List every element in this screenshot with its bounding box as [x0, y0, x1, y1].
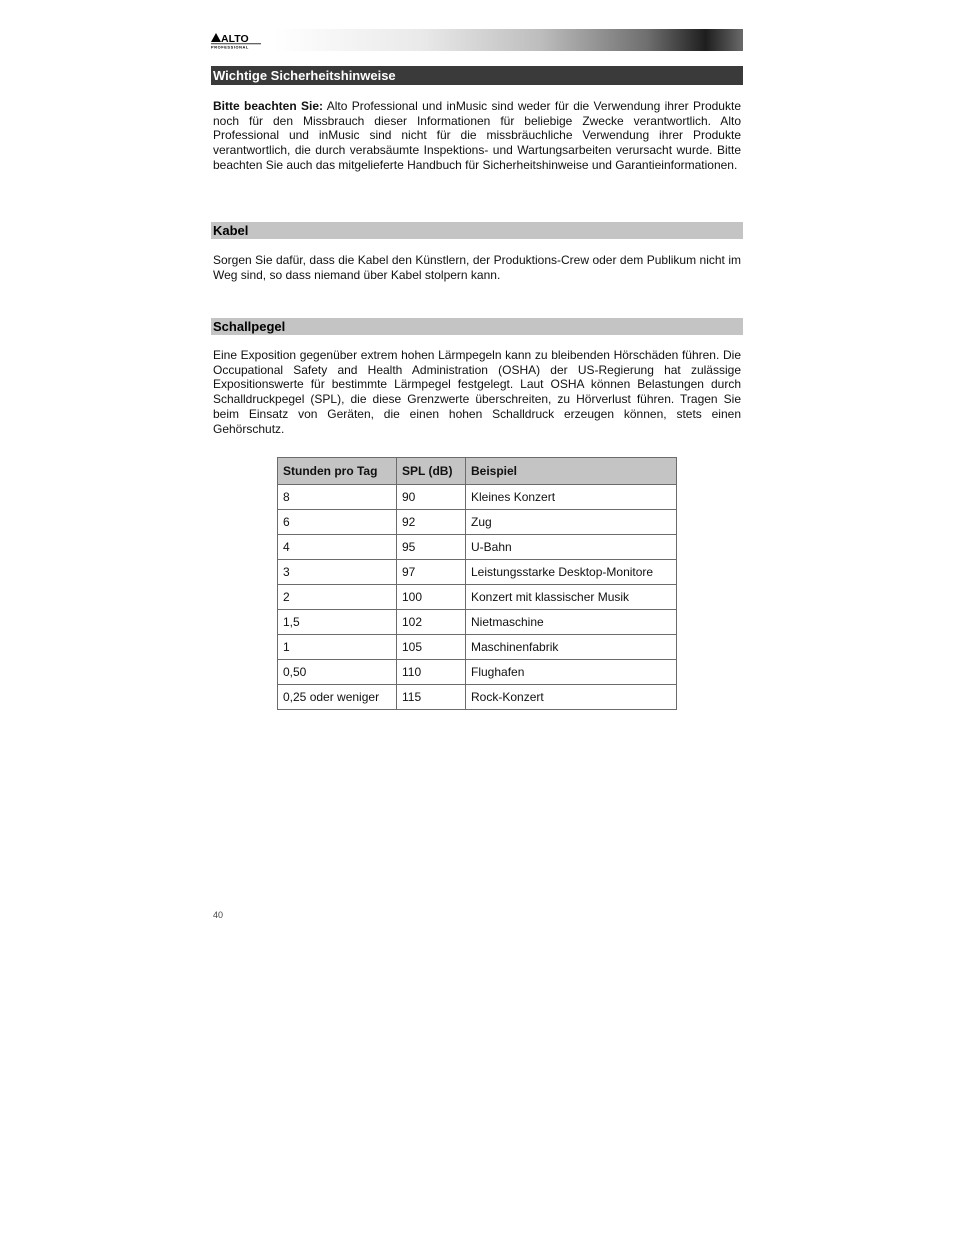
exposure-table — [277, 457, 677, 710]
cell-spl: 105 — [397, 635, 466, 660]
cell-hours: 1,5 — [278, 610, 397, 635]
cell-spl: 115 — [397, 685, 466, 710]
table-row — [278, 560, 677, 585]
cell-spl: 100 — [397, 585, 466, 610]
cell-example: Konzert mit klassischer Musik — [466, 585, 677, 610]
table-row — [278, 685, 677, 710]
header-example: Beispiel — [466, 458, 677, 485]
section-title-cables: Kabel — [211, 222, 743, 239]
cell-spl: 95 — [397, 535, 466, 560]
cell-hours: 6 — [278, 510, 397, 535]
cell-spl: 110 — [397, 660, 466, 685]
table-row — [278, 635, 677, 660]
sound-paragraph: Eine Exposition gegenüber extrem hohen Lärmpegeln kann zu bleibenden Hörschäden führen. Die Occupational Safety and Health Administration (OSHA) der US-Regierung hat zulässige Expositionswerte für bestimmte Lärmpegel festgelegt. Laut OSHA können Belastungen durch Schalldruckpegel (SPL), die diese Grenzwerte überschreiten, zu Hörverlust führen. Tragen Sie beim Einsatz von Geräten, die einen hohen Schalldruck erzeugen können, stets einen Gehörschutz. — [213, 348, 741, 436]
alto-logo — [210, 30, 266, 50]
logo-wordmark: ALTO — [221, 33, 249, 45]
table-row — [278, 510, 677, 535]
cell-spl: 90 — [397, 485, 466, 510]
cell-example: Flughafen — [466, 660, 677, 685]
table-row — [278, 485, 677, 510]
cables-paragraph: Sorgen Sie dafür, dass die Kabel den Künstlern, der Produktions-Crew oder dem Publikum nicht im Weg sind, so dass niemand über Kabel stolpern kann. — [213, 253, 741, 282]
table-row — [278, 585, 677, 610]
cell-example: Nietmaschine — [466, 610, 677, 635]
logo-subtext: PROFESSIONAL — [211, 44, 249, 50]
cell-hours: 0,50 — [278, 660, 397, 685]
cell-example: Kleines Konzert — [466, 485, 677, 510]
cell-spl: 92 — [397, 510, 466, 535]
section-title-safety: Wichtige Sicherheitshinweise — [211, 66, 743, 85]
section-title-sound: Schallpegel — [211, 318, 743, 335]
page-number: 40 — [213, 910, 224, 920]
table-row — [278, 610, 677, 635]
safety-body: Alto Professional und inMusic sind weder für die Verwendung ihrer Produkte noch für den Missbrauch dieser Informationen für beliebige Zwecke verantwortlich. Alto Professional und inMusic sind nicht für die missbräuchliche Verwendung ihrer Produkte verantwortlich, die durch verabsäumte Inspektions- und Wartungsarbeiten verursacht wurde. Bitte beachten Sie auch das mitgelieferte Handbuch für Sicherheitshinweise und Garantieinformationen. — [213, 99, 741, 172]
cell-example: Maschinenfabrik — [466, 635, 677, 660]
cell-spl: 102 — [397, 610, 466, 635]
header-spl: SPL (dB) — [397, 458, 466, 485]
cell-example: Leistungsstarke Desktop-Monitore — [466, 560, 677, 585]
table-row — [278, 660, 677, 685]
cell-spl: 97 — [397, 560, 466, 585]
safety-lead: Bitte beachten Sie: — [213, 99, 324, 113]
cell-example: U-Bahn — [466, 535, 677, 560]
cell-hours: 0,25 oder weniger — [278, 685, 397, 710]
cell-hours: 3 — [278, 560, 397, 585]
cell-hours: 4 — [278, 535, 397, 560]
cell-hours: 1 — [278, 635, 397, 660]
table-row — [278, 535, 677, 560]
safety-paragraph — [213, 99, 741, 173]
cell-example: Zug — [466, 510, 677, 535]
header-gradient-bar — [210, 29, 743, 51]
cell-hours: 2 — [278, 585, 397, 610]
table-header-row — [278, 458, 677, 485]
cell-example: Rock-Konzert — [466, 685, 677, 710]
cell-hours: 8 — [278, 485, 397, 510]
header-hours: Stunden pro Tag — [278, 458, 397, 485]
